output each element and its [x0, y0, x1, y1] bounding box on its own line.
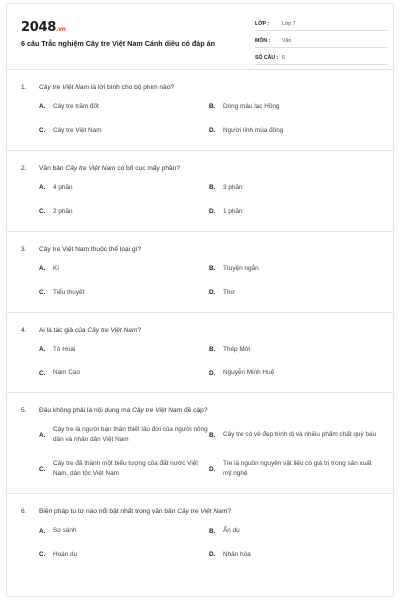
- question-5: [7, 393, 393, 494]
- question-number: 4.: [21, 326, 27, 334]
- answer-text: Cây tre Việt Nam: [53, 126, 102, 134]
- answer-letter: A.: [39, 527, 46, 535]
- answer-option-d[interactable]: [209, 368, 379, 378]
- question-text: [21, 407, 379, 414]
- answer-option-a[interactable]: [39, 425, 209, 445]
- answer-text: Tô Hoài: [53, 345, 76, 353]
- answer-letter: B.: [209, 345, 216, 353]
- answer-options: [21, 425, 379, 487]
- question-italic: Cây tre Việt Nam: [177, 508, 228, 516]
- meta-value: Lớp 7: [282, 21, 296, 27]
- question-text: [21, 508, 379, 515]
- question-post: đề cập?: [182, 407, 208, 415]
- question-list: [7, 70, 393, 574]
- answer-text: Cây tre có vẻ đẹp bình dị và nhiều phẩm chất quý báu: [223, 431, 377, 439]
- question-number: 5.: [21, 407, 27, 415]
- answer-text: 3 phần: [223, 183, 243, 191]
- question-pre: Ai là tác giả của: [39, 326, 88, 334]
- answer-options: [21, 526, 379, 568]
- answer-letter: D.: [209, 208, 216, 216]
- answer-text: Ẩn dụ: [223, 527, 240, 535]
- answer-text: Cây tre đã thành một biểu tượng của đất nước Việt Nam, dân tộc Việt Nam: [53, 460, 199, 478]
- answer-text: Kí: [53, 264, 60, 272]
- meta-label: LỚP :: [255, 21, 270, 27]
- question-italic: Cây tre Việt Nam: [87, 326, 138, 334]
- answer-letter: C.: [39, 369, 46, 377]
- answer-text: Dòng máu lạc Hồng: [223, 103, 280, 110]
- answer-letter: C.: [39, 465, 46, 473]
- answer-option-a[interactable]: [39, 183, 209, 193]
- answer-option-b[interactable]: [209, 183, 379, 193]
- question-post: ?: [137, 326, 142, 334]
- answer-options: [21, 102, 379, 144]
- answer-letter: A.: [39, 431, 46, 439]
- brand-logo[interactable]: [21, 20, 66, 35]
- worksheet-page: [6, 3, 394, 597]
- meta-value: Văn: [282, 38, 292, 44]
- worksheet-meta: [255, 18, 387, 69]
- answer-text: So sánh: [53, 527, 77, 535]
- question-number: 2.: [21, 164, 27, 172]
- question-text: [21, 165, 379, 172]
- answer-letter: C.: [39, 127, 46, 135]
- answer-letter: D.: [209, 127, 216, 135]
- question-4: [7, 313, 393, 394]
- question-2: [7, 151, 393, 232]
- answer-option-b[interactable]: [209, 264, 379, 274]
- answer-letter: B.: [209, 527, 216, 535]
- question-italic: Cây tre Việt Nam: [39, 84, 90, 91]
- answer-options: [21, 183, 379, 225]
- answer-option-a[interactable]: [39, 345, 209, 355]
- answer-letter: A.: [39, 265, 46, 273]
- answer-text: Cây tre trăm đốt: [53, 103, 99, 110]
- answer-option-c[interactable]: [39, 550, 209, 560]
- question-1: [7, 70, 393, 151]
- question-3: [7, 232, 393, 313]
- question-post: là lời bình cho bộ phim nào?: [89, 84, 175, 91]
- answer-text: Cây tre là người bạn thân thiết lâu đời của người nông dân và nhân dân Việt Nam: [53, 426, 208, 444]
- answer-text: Thép Mới: [223, 345, 251, 353]
- answer-letter: B.: [209, 431, 216, 439]
- meta-row-count: [255, 52, 387, 65]
- answer-text: Tiểu thuyết: [53, 288, 85, 296]
- question-number: 3.: [21, 245, 27, 253]
- answer-letter: D.: [209, 551, 216, 559]
- answer-text: Thơ: [223, 288, 235, 296]
- answer-option-c[interactable]: [39, 288, 209, 298]
- answer-option-c[interactable]: [39, 368, 209, 378]
- brand-suffix: .vn: [55, 26, 66, 33]
- answer-text: Tre là nguồn nguyên vật liệu có giá trị trong sản xuất mỹ nghệ: [223, 460, 372, 478]
- answer-letter: A.: [39, 345, 46, 353]
- answer-letter: B.: [209, 265, 216, 273]
- answer-option-b[interactable]: [209, 102, 379, 112]
- answer-letter: B.: [209, 103, 216, 111]
- answer-text: Người lính mùa đông: [223, 126, 284, 134]
- question-pre: Biện pháp tu từ nào nổi bật nhất trong văn bản: [39, 508, 178, 516]
- question-post: có bố cục mấy phần?: [115, 164, 181, 172]
- answer-option-a[interactable]: [39, 526, 209, 536]
- question-text: [21, 246, 379, 253]
- question-text: [21, 327, 379, 334]
- answer-letter: B.: [209, 184, 216, 192]
- answer-text: Truyện ngắn: [223, 264, 259, 272]
- answer-letter: C.: [39, 289, 46, 297]
- answer-option-b[interactable]: [209, 526, 379, 536]
- worksheet-header: [7, 4, 393, 70]
- answer-letter: A.: [39, 184, 46, 192]
- answer-text: 4 phần: [53, 183, 73, 191]
- meta-label: MÔN :: [255, 38, 271, 44]
- brand-name: 2048: [21, 20, 56, 35]
- question-text: [21, 84, 379, 91]
- answer-option-d[interactable]: [209, 550, 379, 560]
- question-pre: Văn bản: [39, 164, 66, 172]
- answer-option-b[interactable]: [209, 345, 379, 355]
- question-italic: Cây tre Việt Nam: [65, 164, 116, 172]
- answer-option-b[interactable]: [209, 425, 379, 445]
- answer-text: Nguyễn Minh Huệ: [223, 369, 275, 377]
- question-6: [7, 494, 393, 574]
- answer-option-c[interactable]: [39, 126, 209, 136]
- answer-text: 1 phần: [223, 207, 243, 215]
- question-number: 1.: [21, 84, 27, 91]
- answer-option-c[interactable]: [39, 207, 209, 217]
- answer-letter: D.: [209, 289, 216, 297]
- answer-option-d[interactable]: [209, 207, 379, 217]
- answer-options: [21, 345, 379, 387]
- meta-row-subject: [255, 35, 387, 48]
- answer-option-c[interactable]: [39, 459, 209, 479]
- answer-letter: C.: [39, 208, 46, 216]
- answer-option-d[interactable]: [209, 288, 379, 298]
- answer-option-a[interactable]: [39, 102, 209, 112]
- question-italic: Cây tre Việt Nam: [132, 407, 183, 415]
- meta-label: SỐ CÂU :: [255, 55, 279, 61]
- answer-text: 2 phần: [53, 207, 73, 215]
- question-post: ?: [227, 508, 231, 516]
- page-title: 6 câu Trắc nghiệm Cây tre Việt Nam Cánh diều có đáp án: [21, 39, 215, 48]
- answer-text: Nhân hóa: [223, 550, 251, 558]
- question-pre: Cây tre Việt Nam thuộc thể loại gì?: [39, 245, 142, 253]
- answer-letter: C.: [39, 551, 46, 559]
- answer-options: [21, 264, 379, 306]
- answer-text: Nam Cao: [53, 369, 80, 377]
- meta-value: 6: [282, 55, 285, 61]
- meta-row-class: [255, 18, 387, 31]
- answer-letter: D.: [209, 465, 216, 473]
- answer-letter: D.: [209, 369, 216, 377]
- answer-option-d[interactable]: [209, 459, 379, 479]
- question-number: 6.: [21, 508, 27, 516]
- question-pre: Đâu không phải là nội dung mà: [39, 407, 133, 415]
- answer-letter: A.: [39, 103, 46, 111]
- answer-text: Hoán dụ: [53, 550, 78, 558]
- answer-option-d[interactable]: [209, 126, 379, 136]
- answer-option-a[interactable]: [39, 264, 209, 274]
